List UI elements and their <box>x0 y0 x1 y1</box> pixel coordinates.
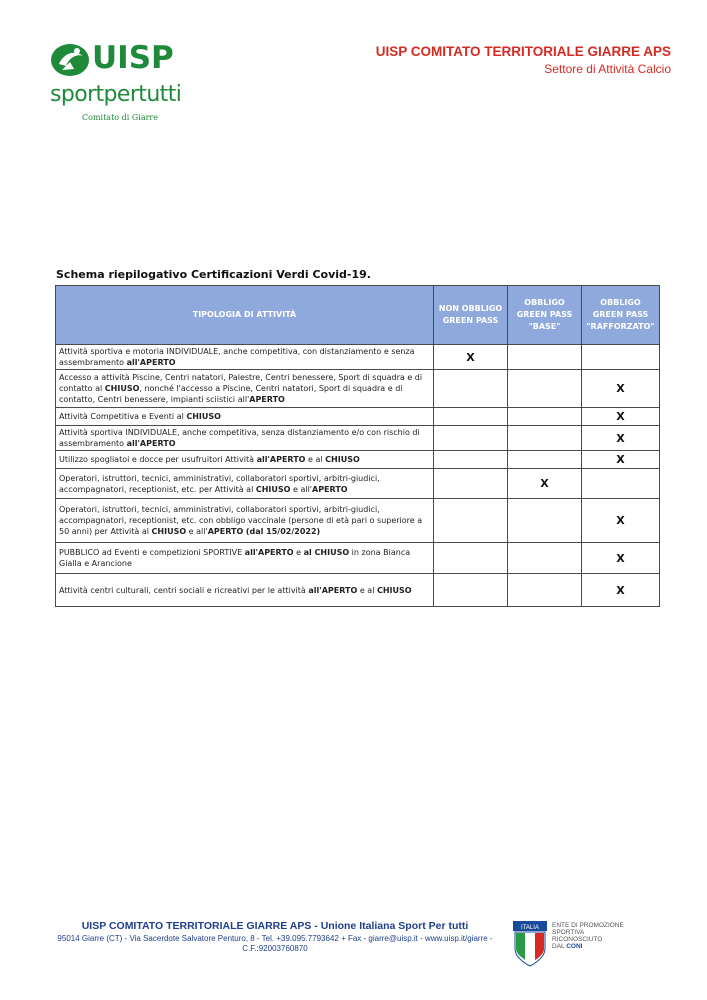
activity-description <box>56 408 434 426</box>
description-bold-segment: CHIUSO <box>376 585 412 595</box>
green-pass-base-mark <box>508 451 582 469</box>
logo-main-text: UISP <box>92 40 174 76</box>
activity-description <box>56 543 434 574</box>
no-green-pass-mark <box>434 499 508 543</box>
table-row <box>56 469 660 499</box>
no-green-pass-mark <box>434 574 508 607</box>
table-row <box>56 408 660 426</box>
description-segment: e al <box>305 455 326 464</box>
certification-table <box>55 285 659 607</box>
table-row <box>56 370 660 408</box>
activity-description <box>56 574 434 607</box>
description-segment: Utilizzo spogliatoi e docce per usufruitori Attività <box>59 455 257 464</box>
activity-description <box>56 370 434 408</box>
description-segment: Accesso a attività Piscine, Centri natatori, Palestre, Centri benessere, Sport di squadra e di contatto al <box>59 373 423 393</box>
no-green-pass-mark <box>434 426 508 451</box>
description-segment: , nonché l'accesso a Piscine, Centri natatori, Sport di squadra e di contatto, Centri benessere, impianti sciistici all' <box>59 384 403 404</box>
footer-title: UISP COMITATO TERRITORIALE GIARRE APS - Unione Italiana Sport Per tutti <box>81 920 469 932</box>
logo-sub-text: sportpertutti <box>50 82 182 107</box>
table-row <box>56 345 660 370</box>
description-segment: Attività sportiva INDIVIDUALE, anche competitiva, senza distanziamento e/o con rischio di assembramento <box>59 428 420 448</box>
description-bold-segment: APERTO <box>249 395 285 404</box>
organization-sector: Settore di Attività Calcio <box>544 62 671 76</box>
description-bold-segment: all'APERTO <box>126 358 176 367</box>
green-pass-rafforzato-mark: X <box>582 408 660 426</box>
description-segment: e al <box>357 585 377 595</box>
green-pass-base-mark <box>508 574 582 607</box>
table-row <box>56 543 660 574</box>
column-header-activity-type: TIPOLOGIA DI ATTIVITÀ <box>56 286 434 345</box>
no-green-pass-mark <box>434 370 508 408</box>
green-pass-rafforzato-mark: X <box>582 499 660 543</box>
column-header-green-pass-base: OBBLIGO GREEN PASS "BASE" <box>508 286 582 345</box>
column-header-green-pass-rafforzato: OBBLIGO GREEN PASS "RAFFORZATO" <box>582 286 660 345</box>
table-header-row <box>56 286 660 345</box>
description-bold-segment: CHIUSO <box>186 412 221 421</box>
description-segment: Operatori, istruttori, tecnici, amministrativi, collaboratori sportivi, arbitri-giudici, accompagnatori, receptionist, etc. con obbligo vaccinale (persone di età pari o superiore a 50 anni) per Attività al <box>59 505 423 536</box>
logo-committee-text: Comitato di Giarre <box>82 113 158 122</box>
table-row <box>56 574 660 607</box>
green-pass-rafforzato-mark <box>582 345 660 370</box>
activity-description <box>56 451 434 469</box>
coni-text-lines: ENTE DI PROMOZIONE SPORTIVA RICONOSCIUTO DAL <box>552 922 624 950</box>
no-green-pass-mark <box>434 451 508 469</box>
table-row <box>56 499 660 543</box>
description-segment: e <box>293 548 304 557</box>
green-pass-base-mark <box>508 370 582 408</box>
description-bold-segment: (dal 15/02/2022) <box>245 527 321 536</box>
description-segment: e all' <box>290 484 312 494</box>
green-pass-base-mark <box>508 426 582 451</box>
activity-description <box>56 469 434 499</box>
description-segment: e all' <box>186 527 208 536</box>
description-segment: in zona Bianca Gialla e Arancione <box>59 548 411 568</box>
description-bold-segment: al CHIUSO <box>303 548 350 557</box>
green-pass-rafforzato-mark: X <box>582 426 660 451</box>
green-pass-base-mark <box>508 345 582 370</box>
green-pass-base-mark <box>508 408 582 426</box>
schema-title: Schema riepilogativo Certificazioni Verdi Covid-19. <box>56 268 371 281</box>
description-bold-segment: CHIUSO <box>104 384 140 393</box>
italia-shield-icon <box>512 921 548 967</box>
description-segment: Operatori, istruttori, tecnici, amministrativi, collaboratori sportivi, arbitri-giudici, accompagnatori, receptionist, etc. per Attività al <box>59 473 380 494</box>
description-bold-segment: CHIUSO <box>151 527 187 536</box>
green-pass-rafforzato-mark <box>582 469 660 499</box>
description-segment: PUBBLICO ad Eventi e competizioni SPORTIVE <box>59 548 245 557</box>
uisp-runner-icon <box>50 42 92 78</box>
description-segment: Attività centri culturali, centri sociali e ricreativi per le attività <box>59 585 309 595</box>
coni-badge-text: ITALIA <box>521 925 539 931</box>
description-bold-segment: all'APERTO <box>256 455 306 464</box>
no-green-pass-mark <box>434 408 508 426</box>
description-bold-segment: CHIUSO <box>325 455 360 464</box>
table-row <box>56 451 660 469</box>
description-bold-segment: APERTO <box>207 527 244 536</box>
green-pass-rafforzato-mark: X <box>582 451 660 469</box>
footer <box>40 920 510 954</box>
green-pass-rafforzato-mark: X <box>582 574 660 607</box>
activity-description <box>56 499 434 543</box>
activity-description <box>56 426 434 451</box>
green-pass-rafforzato-mark: X <box>582 543 660 574</box>
no-green-pass-mark <box>434 469 508 499</box>
green-pass-base-mark: X <box>508 469 582 499</box>
description-bold-segment: CHIUSO <box>255 484 291 494</box>
description-segment: Attività Competitiva e Eventi al <box>59 412 187 421</box>
green-pass-rafforzato-mark: X <box>582 370 660 408</box>
activity-description <box>56 345 434 370</box>
uisp-logo <box>48 38 198 128</box>
coni-brand-text: CONI <box>566 943 583 950</box>
green-pass-base-mark <box>508 543 582 574</box>
no-green-pass-mark <box>434 543 508 574</box>
coni-recognition-text <box>552 922 624 950</box>
description-bold-segment: all'APERTO <box>126 439 176 448</box>
description-bold-segment: APERTO <box>312 484 348 494</box>
green-pass-base-mark <box>508 499 582 543</box>
description-bold-segment: all'APERTO <box>244 548 294 557</box>
organization-title: UISP COMITATO TERRITORIALE GIARRE APS <box>375 44 671 59</box>
no-green-pass-mark: X <box>434 345 508 370</box>
description-segment: Attività sportiva e motoria INDIVIDUALE, anche competitiva, con distanziamento e senza assembramento <box>59 347 415 367</box>
coni-recognition-logo <box>512 921 642 969</box>
table-row <box>56 426 660 451</box>
description-bold-segment: all'APERTO <box>308 585 358 595</box>
column-header-no-green-pass: NON OBBLIGO GREEN PASS <box>434 286 508 345</box>
footer-address: 95014 Giarre (CT) - Via Sacerdote Salvatore Penturo, 8 - Tel. +39.095.7793642 + Fax - giarre@uisp.it - www.uisp.it/giarre - C.F.:92003760870 <box>57 934 493 953</box>
